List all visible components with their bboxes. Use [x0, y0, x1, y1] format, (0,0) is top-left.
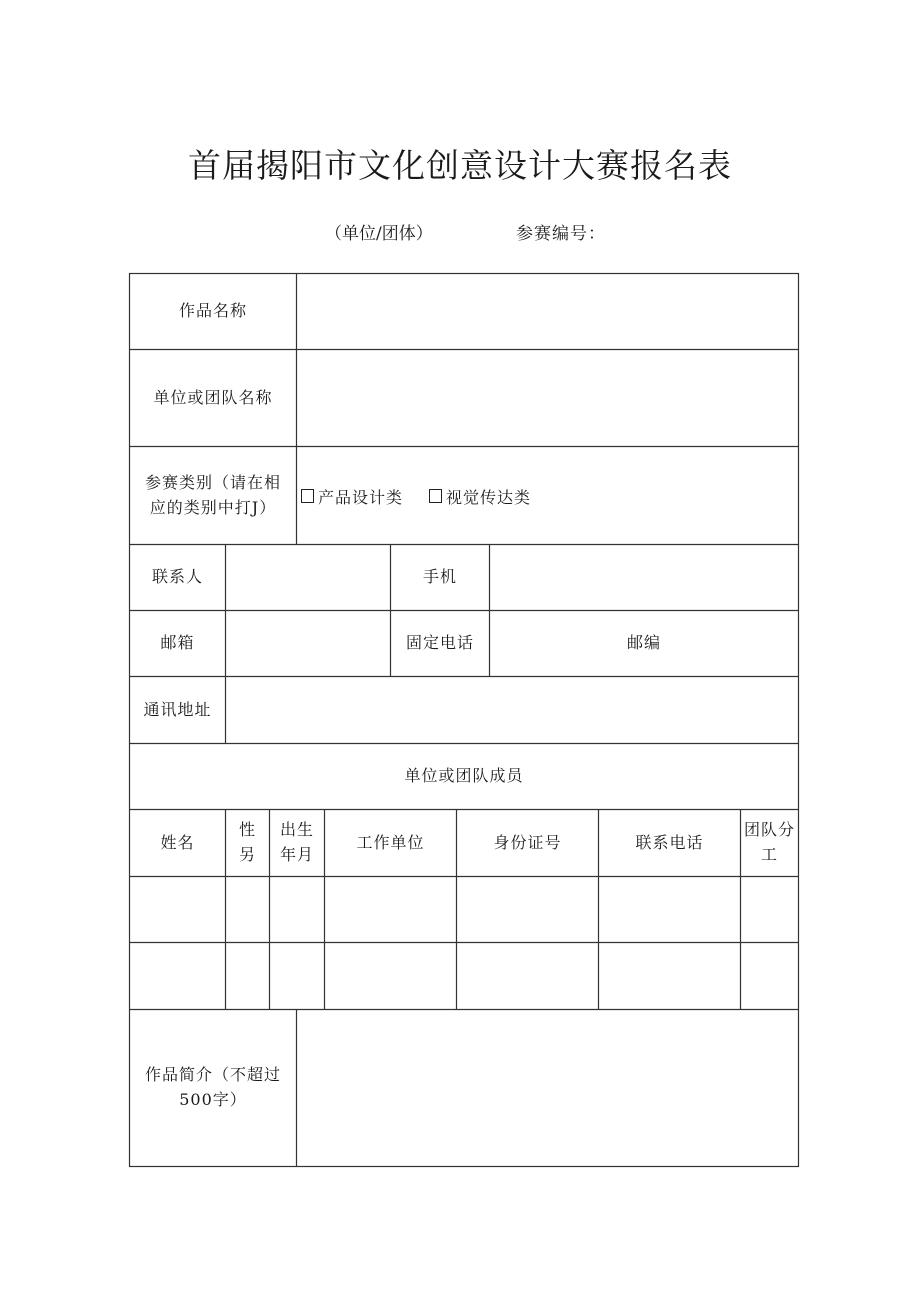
- contact-label-text: 联系人: [151, 567, 203, 587]
- category-label: [130, 447, 296, 544]
- member-name-field[interactable]: [130, 877, 225, 942]
- visual-communication-option-label: 视觉传达类: [446, 487, 532, 507]
- intro-field[interactable]: [297, 1010, 798, 1166]
- contact-field[interactable]: [226, 545, 390, 610]
- address-field[interactable]: [226, 677, 798, 743]
- email-label-text: 邮箱: [160, 633, 195, 653]
- col-id-number-header: [457, 810, 598, 876]
- member-phone-field[interactable]: [599, 943, 740, 1009]
- col-gender-header-line1: 性: [238, 820, 256, 840]
- product-design-checkbox[interactable]: [301, 489, 314, 503]
- col-birth-header: [270, 810, 324, 876]
- member-workplace-field[interactable]: [325, 943, 456, 1009]
- col-phone-header-text: 联系电话: [635, 832, 704, 852]
- intro-label-line2: 500字）: [179, 1090, 247, 1109]
- team-name-field[interactable]: [297, 350, 798, 446]
- entry-type-label: （单位/团体）: [325, 224, 433, 244]
- contact-label: [130, 545, 225, 610]
- team-name-label: [130, 350, 296, 446]
- member-role-field[interactable]: [741, 877, 798, 942]
- team-name-label-text: 单位或团队名称: [153, 387, 273, 407]
- email-label: [130, 611, 225, 676]
- col-gender-header-line2: 另: [238, 845, 256, 864]
- member-birth-field[interactable]: [270, 877, 324, 942]
- page-title: 首届揭阳市文化创意设计大赛报名表: [188, 146, 732, 185]
- mobile-field[interactable]: [490, 545, 798, 610]
- members-header: [130, 744, 798, 809]
- product-design-option-label: 产品设计类: [318, 487, 404, 507]
- landline-label: [391, 611, 489, 676]
- col-role-header-line1: 团队分: [743, 820, 795, 840]
- member-phone-field[interactable]: [599, 877, 740, 942]
- category-options: [301, 483, 531, 509]
- col-name-header-text: 姓名: [160, 832, 195, 852]
- col-role-header-line2: 工: [760, 845, 778, 864]
- postcode-label: 邮编: [626, 633, 661, 653]
- member-birth-field[interactable]: [270, 943, 324, 1009]
- col-phone-header: [599, 810, 740, 876]
- col-id-number-header-text: 身份证号: [493, 832, 562, 852]
- category-label-line1: 参赛类别（请在相: [144, 472, 281, 492]
- members-header-text: 单位或团队成员: [404, 766, 524, 786]
- email-field[interactable]: [226, 611, 390, 676]
- intro-label: [130, 1010, 296, 1166]
- member-role-field[interactable]: [741, 943, 798, 1009]
- col-gender-header: [226, 810, 269, 876]
- member-id-field[interactable]: [457, 943, 598, 1009]
- col-workplace-header-text: 工作单位: [356, 832, 425, 852]
- col-workplace-header: [325, 810, 456, 876]
- mobile-label: [391, 545, 489, 610]
- col-role-header: [741, 810, 798, 876]
- work-name-label-text: 作品名称: [178, 301, 247, 321]
- member-name-field[interactable]: [130, 943, 225, 1009]
- visual-communication-checkbox[interactable]: [429, 489, 442, 503]
- member-id-field[interactable]: [457, 877, 598, 942]
- member-gender-field[interactable]: [226, 877, 269, 942]
- member-workplace-field[interactable]: [325, 877, 456, 942]
- col-name-header: [130, 810, 225, 876]
- intro-label-line1: 作品简介（不超过: [144, 1065, 281, 1085]
- address-label-text: 通讯地址: [143, 699, 212, 719]
- category-label-line2: 应的类别中打J）: [149, 497, 277, 517]
- entry-number-label: 参赛编号：: [516, 224, 606, 244]
- col-birth-header-line1: 出生: [279, 820, 314, 840]
- mobile-label-text: 手机: [422, 567, 457, 587]
- landline-label-text: 固定电话: [405, 633, 474, 653]
- postcode-field[interactable]: [490, 611, 798, 676]
- member-gender-field[interactable]: [226, 943, 269, 1009]
- work-name-field[interactable]: [297, 274, 798, 349]
- work-name-label: [130, 274, 296, 349]
- address-label: [130, 677, 225, 743]
- col-birth-header-line2: 年月: [279, 845, 314, 864]
